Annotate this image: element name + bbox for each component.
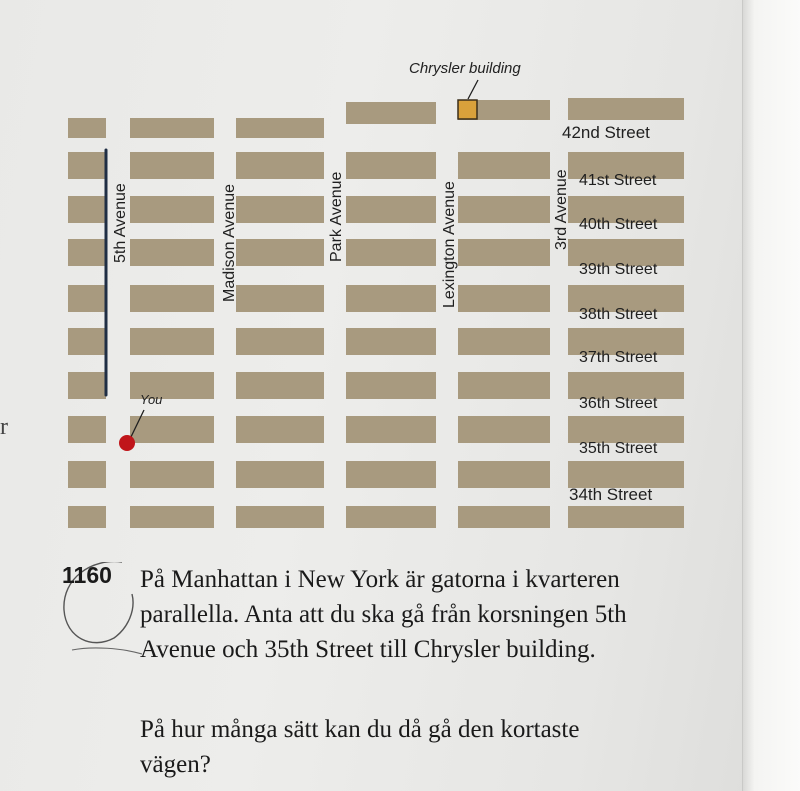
city-block-park-lexington-3 xyxy=(346,239,436,266)
city-block-park-lexington-7 xyxy=(346,416,436,443)
city-block-lexington-third-9 xyxy=(458,506,550,528)
city-block-lexington-third-4 xyxy=(458,285,550,312)
city-block-fifth-madison-8 xyxy=(130,461,214,488)
city-block-fifth-madison-0 xyxy=(130,118,214,138)
street-label-35th: 35th Street xyxy=(579,440,658,457)
city-block-madison-park-9 xyxy=(236,506,324,528)
chrysler-pointer-line xyxy=(468,80,478,99)
city-block-park-lexington-1 xyxy=(346,152,436,179)
city-block-lexington-third-3 xyxy=(458,239,550,266)
city-block-east-of-third-8 xyxy=(568,461,684,488)
city-block-madison-park-8 xyxy=(236,461,324,488)
problem-text: På Manhattan i New York är gatorna i kvarteren parallella. Anta att du ska gå från korsningen 5th Avenue och 35th Street till Chrysler building. xyxy=(140,566,627,663)
city-block-west-edge-1 xyxy=(68,152,106,179)
city-block-lexington-third-8 xyxy=(458,461,550,488)
city-block-fifth-madison-4 xyxy=(130,285,214,312)
city-block-fifth-madison-9 xyxy=(130,506,214,528)
city-block-lexington-third-1 xyxy=(458,152,550,179)
street-label-41st: 41st Street xyxy=(579,172,657,189)
street-label-37th: 37th Street xyxy=(579,349,658,366)
city-block-madison-park-7 xyxy=(236,416,324,443)
city-block-fifth-madison-2 xyxy=(130,196,214,223)
city-block-madison-park-1 xyxy=(236,152,324,179)
avenue-label-park: Park Avenue xyxy=(328,171,345,262)
city-block-lexington-third-7 xyxy=(458,416,550,443)
you-marker xyxy=(119,435,135,451)
city-block-madison-park-0 xyxy=(236,118,324,138)
chrysler-building-marker xyxy=(458,100,477,119)
avenue-label-madison: Madison Avenue xyxy=(221,183,238,302)
city-block-west-edge-8 xyxy=(68,461,106,488)
city-block-west-edge-0 xyxy=(68,118,106,138)
street-label-39th: 39th Street xyxy=(579,261,658,278)
city-block-west-edge-4 xyxy=(68,285,106,312)
problem-number: 1160 xyxy=(62,562,112,588)
city-block-west-edge-5 xyxy=(68,328,106,355)
city-block-west-edge-3 xyxy=(68,239,106,266)
city-block-park-lexington-2 xyxy=(346,196,436,223)
you-label: You xyxy=(140,392,163,407)
city-block-park-lexington-6 xyxy=(346,372,436,399)
street-label-36th: 36th Street xyxy=(579,395,658,412)
chrysler-building-label: Chrysler building xyxy=(409,60,521,77)
street-label-38th: 38th Street xyxy=(579,306,658,323)
city-block-fifth-madison-3 xyxy=(130,239,214,266)
street-label-40th: 40th Street xyxy=(579,216,658,233)
city-block-madison-park-3 xyxy=(236,239,324,266)
street-label-34th: 34th Street xyxy=(569,485,653,504)
city-block-madison-park-5 xyxy=(236,328,324,355)
city-block-west-edge-7 xyxy=(68,416,106,443)
city-block-madison-park-2 xyxy=(236,196,324,223)
city-block-east-of-third-7 xyxy=(568,416,684,443)
city-block-east-of-third-0 xyxy=(568,98,684,120)
city-block-west-edge-2 xyxy=(68,196,106,223)
city-block-lexington-third-5 xyxy=(458,328,550,355)
city-block-east-of-third-9 xyxy=(568,506,684,528)
city-block-madison-park-4 xyxy=(236,285,324,312)
city-block-park-lexington-5 xyxy=(346,328,436,355)
stray-mark: r xyxy=(0,414,8,440)
city-block-park-lexington-4 xyxy=(346,285,436,312)
city-block-madison-park-6 xyxy=(236,372,324,399)
city-block-fifth-madison-7 xyxy=(130,416,214,443)
avenue-label-5th: 5th Avenue xyxy=(112,183,129,263)
street-label-42nd: 42nd Street xyxy=(562,123,650,142)
avenue-label-lexington: Lexington Avenue xyxy=(441,181,458,308)
city-block-lexington-third-6 xyxy=(458,372,550,399)
city-block-park-lexington-9 xyxy=(346,506,436,528)
city-block-west-edge-6 xyxy=(68,372,106,399)
city-block-lexington-third-2 xyxy=(458,196,550,223)
avenue-label-3rd: 3rd Avenue xyxy=(553,169,570,250)
city-block-park-lexington-8 xyxy=(346,461,436,488)
city-block-fifth-madison-1 xyxy=(130,152,214,179)
problem-question: På hur många sätt kan du då gå den kortaste vägen? xyxy=(140,716,580,778)
city-block-fifth-madison-5 xyxy=(130,328,214,355)
city-block-park-lexington-0 xyxy=(346,102,436,124)
city-block-west-edge-9 xyxy=(68,506,106,528)
